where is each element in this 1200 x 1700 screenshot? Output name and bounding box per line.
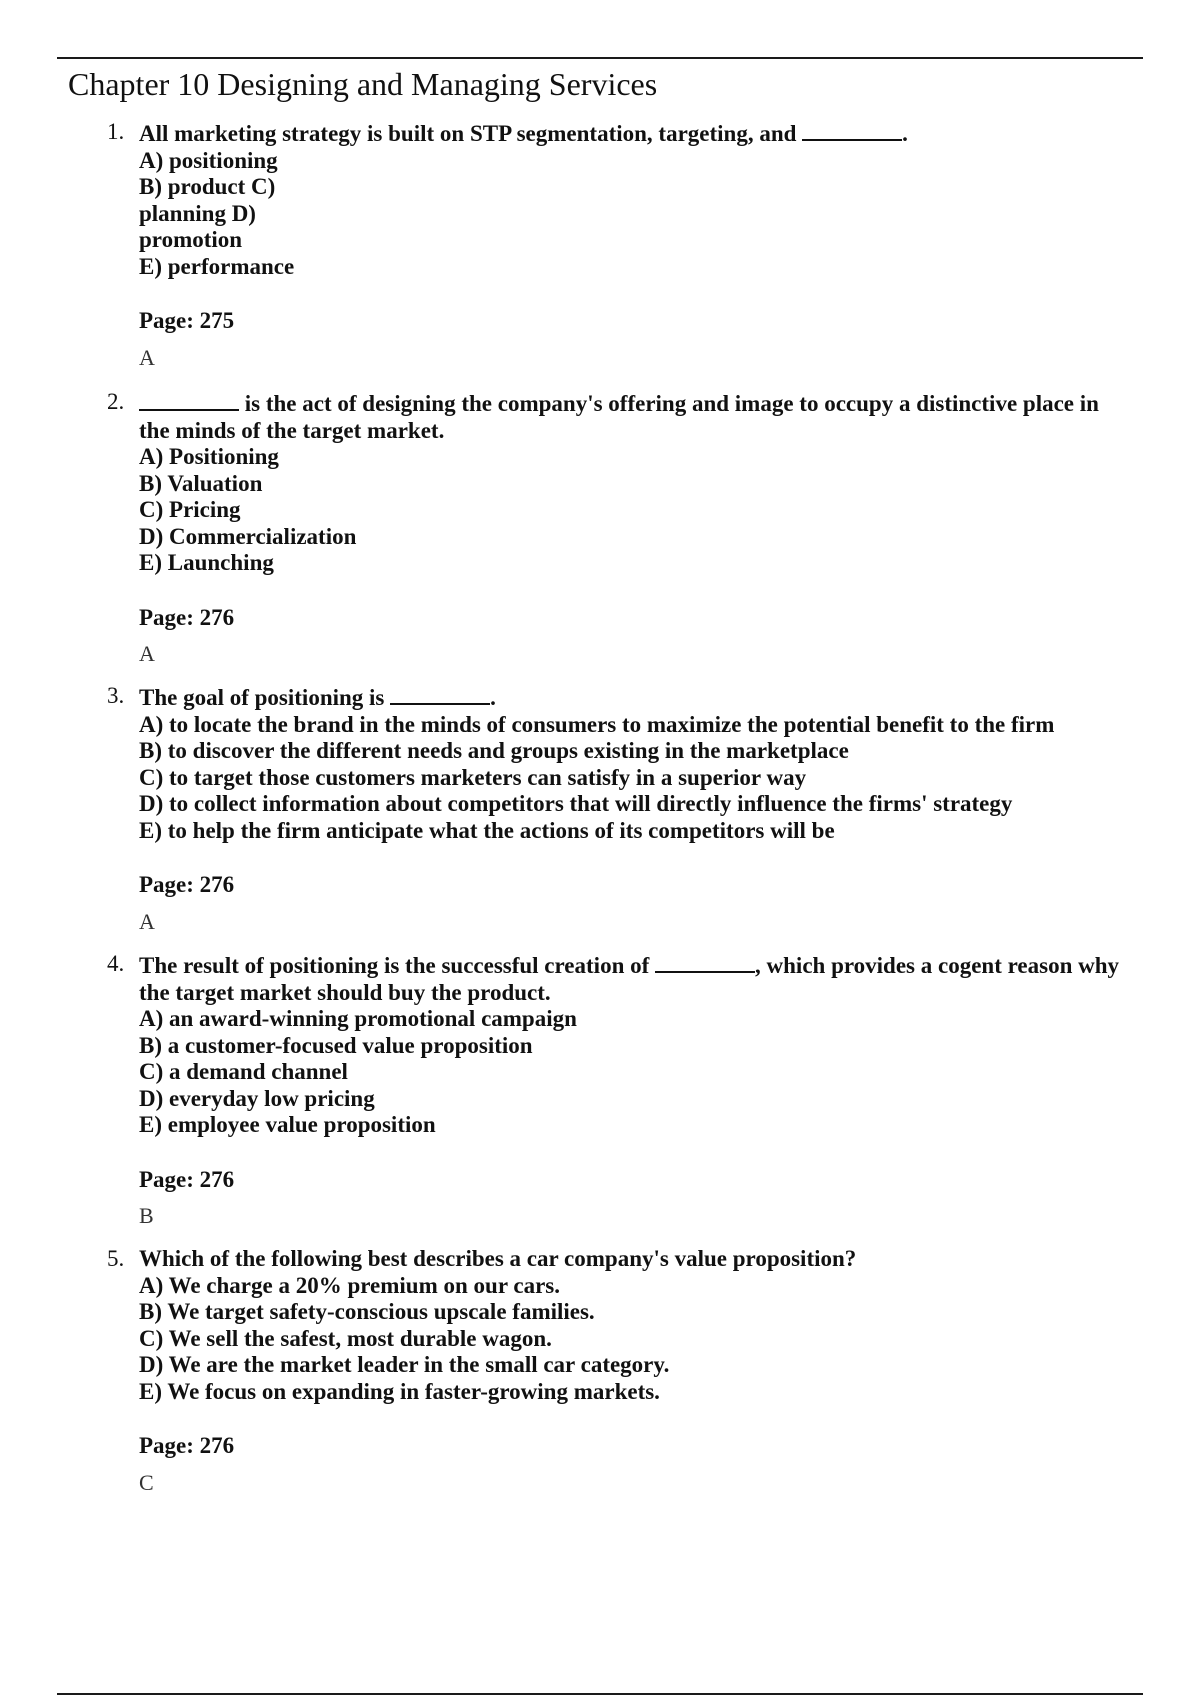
option-d: D) Commercialization	[139, 523, 357, 549]
option-a: A) an award-winning promotional campaign	[139, 1006, 577, 1031]
question-5	[107, 1246, 1127, 1496]
answer-key: A	[139, 344, 155, 370]
option-line: E) performance	[139, 253, 295, 279]
question-1	[107, 119, 1127, 371]
option-line: promotion	[139, 227, 243, 252]
stem-text: The goal of positioning is	[139, 685, 391, 710]
option-a: A) We charge a 20% premium on our cars.	[139, 1272, 560, 1298]
stem-text-after: .	[902, 121, 908, 146]
question-number: 1.	[107, 119, 125, 144]
question-stem	[139, 683, 1127, 712]
option-e: E) We focus on expanding in faster-growing markets.	[139, 1378, 660, 1404]
option-b: B) We target safety-conscious upscale families.	[139, 1299, 595, 1324]
answer-blank	[802, 119, 902, 141]
top-rule	[57, 57, 1143, 59]
option-line: B) product C)	[139, 174, 276, 199]
question-stem	[139, 119, 1127, 148]
stem-text-after: is the act of designing the company's offering and image to occupy a distinctive place in the minds of the target market.	[139, 391, 1099, 443]
page-reference: Page: 276	[139, 872, 235, 897]
answer-blank	[655, 951, 755, 973]
stem-text: The result of positioning is the successful creation of	[139, 953, 656, 978]
question-stem	[139, 951, 1127, 1006]
page-reference: Page: 276	[139, 604, 235, 630]
option-b: B) to discover the different needs and groups existing in the marketplace	[139, 738, 849, 763]
option-e: E) employee value proposition	[139, 1112, 436, 1137]
answer-key: C	[139, 1469, 154, 1495]
question-number: 4.	[107, 951, 125, 976]
option-e: E) Launching	[139, 550, 274, 575]
answer-key: A	[139, 641, 155, 666]
option-line: planning D)	[139, 200, 256, 226]
page-reference: Page: 276	[139, 1166, 235, 1192]
question-4	[107, 951, 1127, 1229]
option-d: D) everyday low pricing	[139, 1085, 375, 1111]
stem-text-after: .	[490, 685, 496, 710]
question-stem: Which of the following best describes a car company's value proposition?	[139, 1246, 857, 1271]
page-reference: Page: 276	[139, 1433, 235, 1458]
option-d: D) We are the market leader in the small car category.	[139, 1352, 670, 1377]
option-b: B) Valuation	[139, 470, 263, 496]
answer-key: B	[139, 1203, 154, 1228]
chapter-title: Chapter 10 Designing and Managing Services	[68, 66, 658, 102]
answer-key: A	[139, 908, 155, 934]
question-number: 2.	[107, 389, 125, 414]
option-e: E) to help the firm anticipate what the actions of its competitors will be	[139, 817, 835, 843]
page-reference: Page: 275	[139, 308, 235, 333]
option-line: A) positioning	[139, 147, 278, 173]
bottom-rule	[57, 1693, 1143, 1695]
option-d: D) to collect information about competitors that will directly influence the firms' strategy	[139, 791, 1013, 816]
question-2	[107, 389, 1127, 667]
answer-blank	[139, 389, 239, 411]
option-a: A) Positioning	[139, 444, 279, 469]
option-c: C) Pricing	[139, 497, 241, 522]
answer-blank	[390, 683, 490, 705]
option-b: B) a customer-focused value proposition	[139, 1032, 533, 1058]
option-a: A) to locate the brand in the minds of consumers to maximize the potential benefit to the firm	[139, 711, 1055, 737]
option-c: C) to target those customers marketers can satisfy in a superior way	[139, 764, 807, 790]
question-stem	[139, 389, 1127, 444]
option-c: C) We sell the safest, most durable wagon.	[139, 1325, 552, 1351]
question-number: 3.	[107, 683, 125, 708]
stem-text: All marketing strategy is built on STP segmentation, targeting, and	[139, 121, 803, 146]
question-3	[107, 683, 1127, 935]
question-number: 5.	[107, 1246, 125, 1271]
stem-text-after: , which provides a cogent reason why the target market should buy the product.	[139, 953, 1120, 1005]
option-c: C) a demand channel	[139, 1059, 348, 1084]
